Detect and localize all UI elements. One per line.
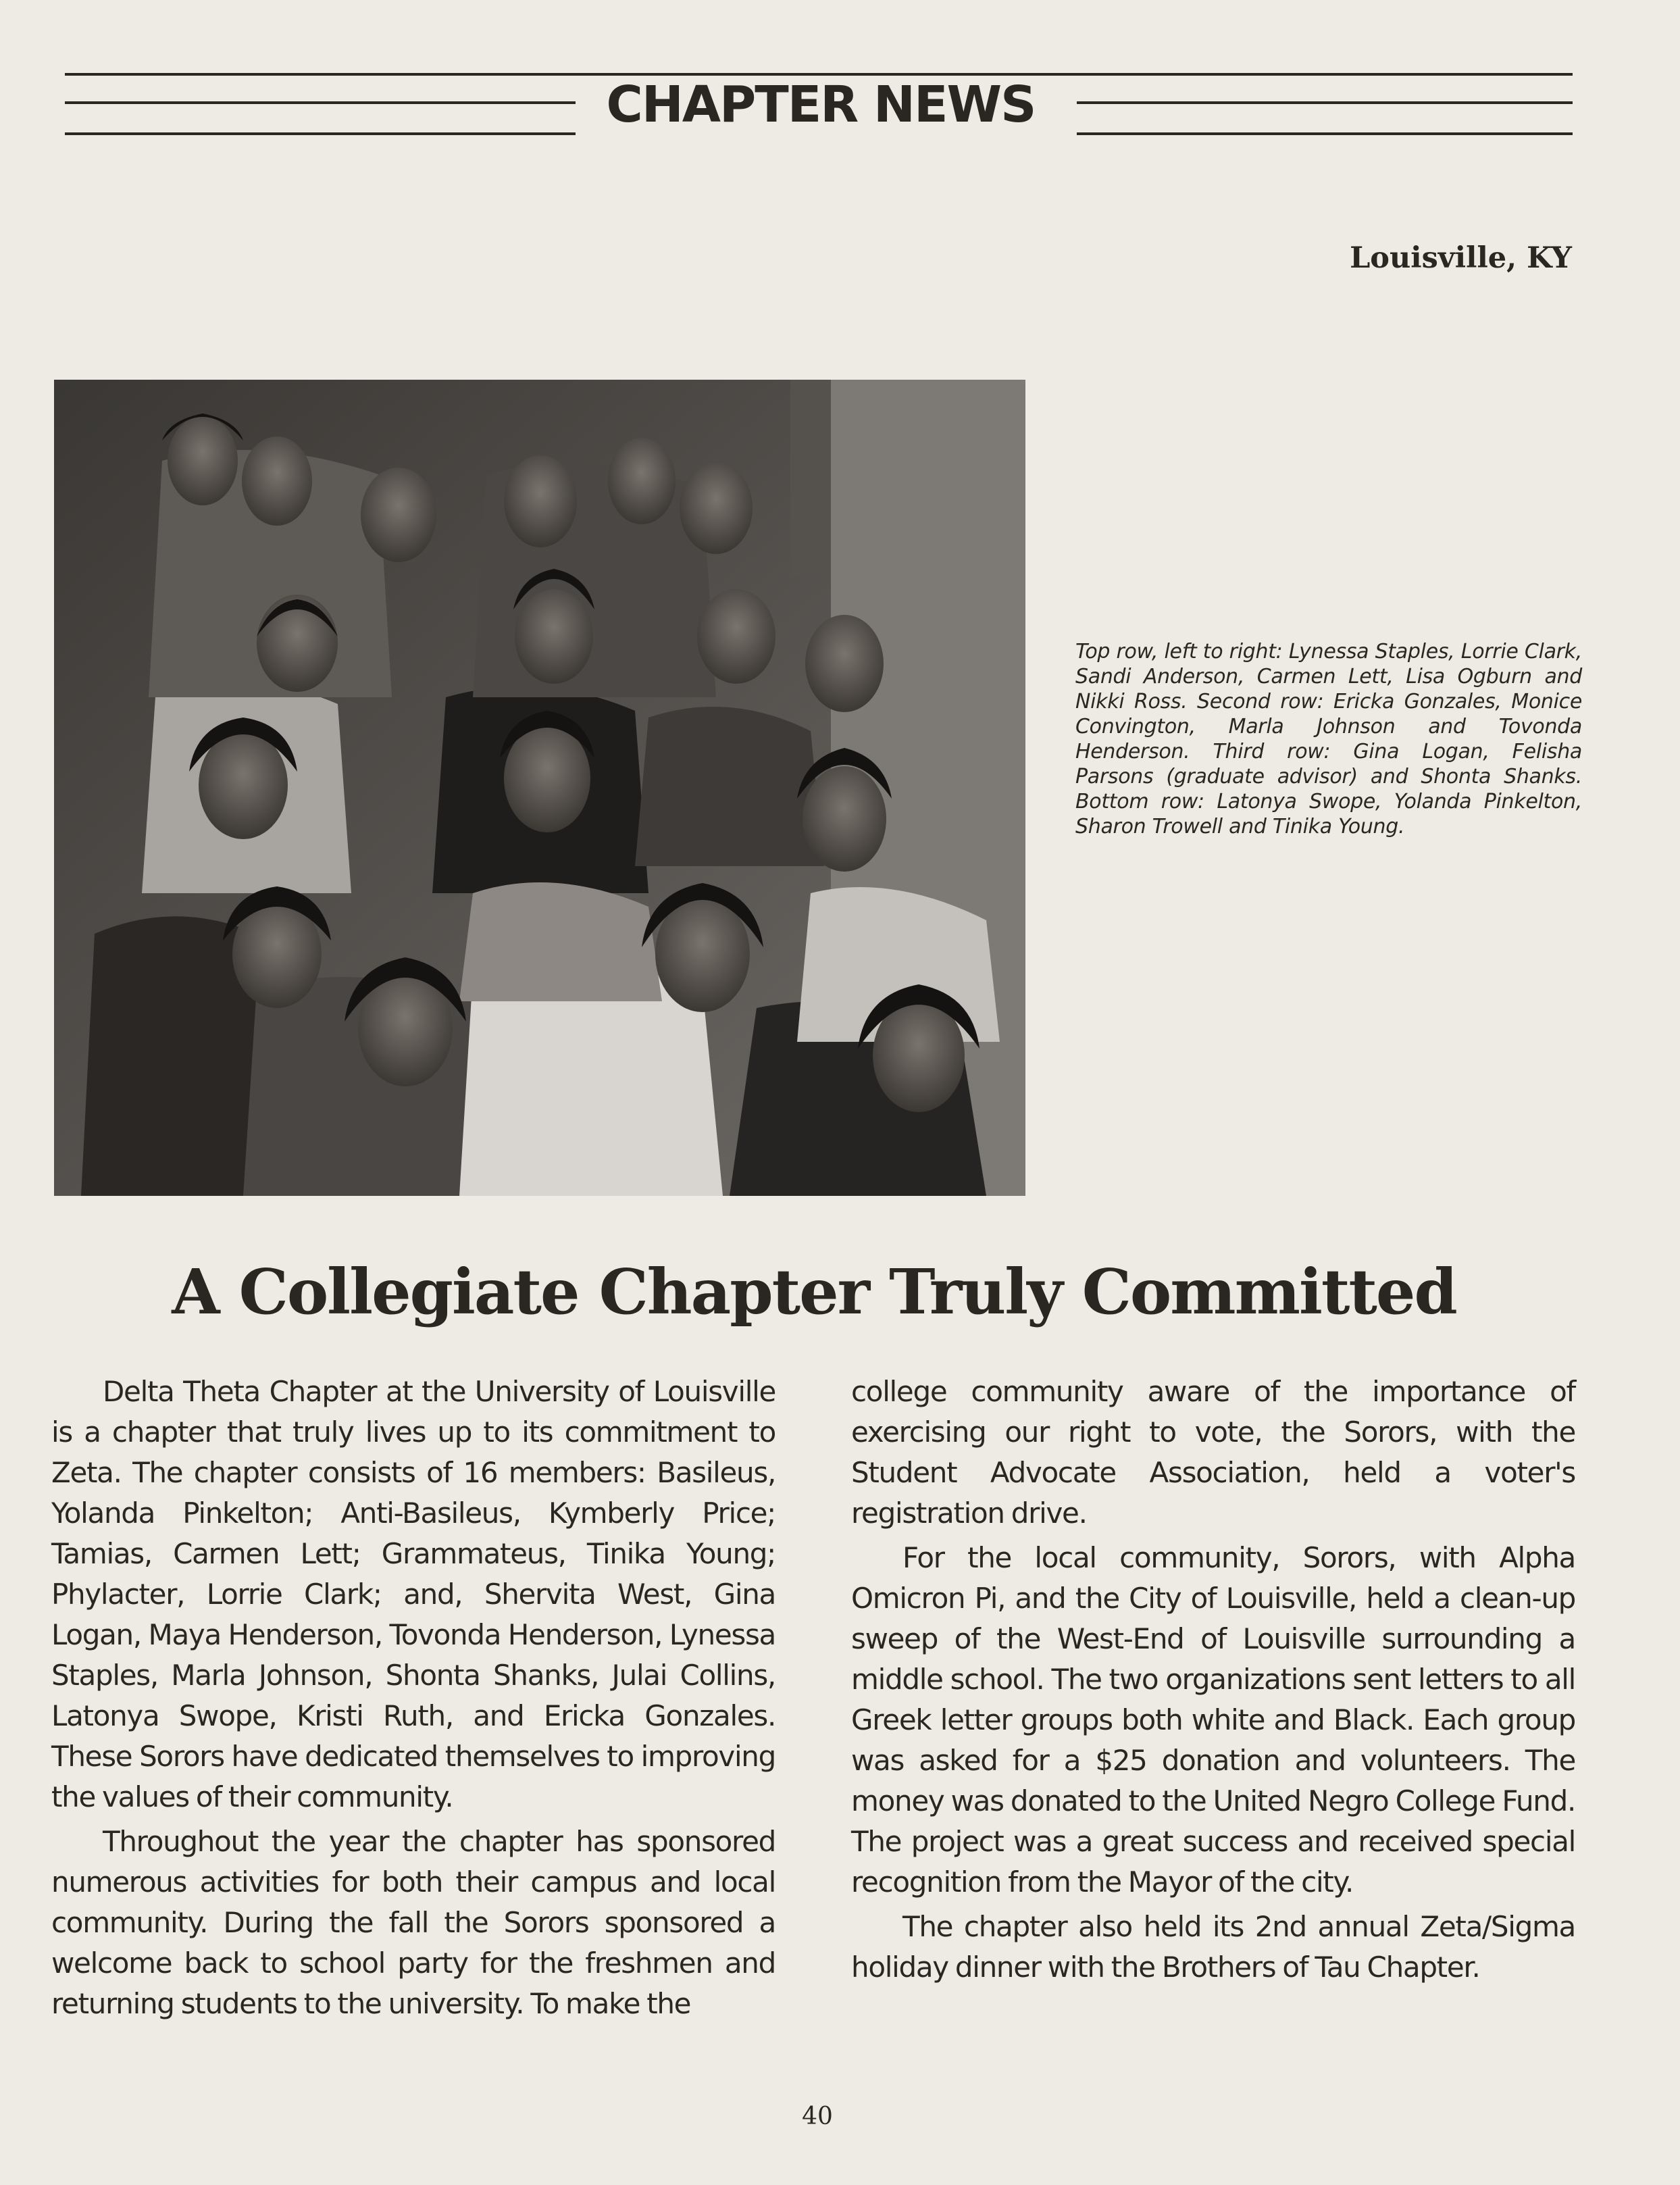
photo-caption: Top row, left to right: Lynessa Staples, Lorrie Clark, Sandi Anderson, Carmen Lett, Lisa Ogburn and Nikki Ross. Second row: Ericka Gonzales, Monice Convington, Marla Johnson and Tovonda Henderson. Third row: Gina Logan, Felisha Parsons (graduate advisor) and Shonta Shanks. Bottom row: Latonya Swope, Yolanda Pinkelton, Sharon Trowell and Tinika Young. [1075,640,1582,838]
group-photo-illustration [54,380,1025,1196]
paragraph: Throughout the year the chapter has sponsored numerous activities for both their campus and local community. During the fall the Sorors sponsored a welcome back to school party for the freshmen and returning students to the university. To make the [51,1825,775,2020]
paragraph: college community aware of the importance of exercising our right to vote, the Sorors, with the Student Advocate Association, held a voter's registration drive. [851,1375,1575,1530]
header-rule-right-lower [1077,132,1573,135]
header-rule-right-upper [1077,101,1573,104]
article-column-right [851,1372,1575,1992]
group-photo [54,380,1025,1196]
page-number: 40 [802,2103,833,2130]
article-column-left [51,1372,775,2028]
article-headline: A Collegiate Chapter Truly Committed [172,1255,1456,1328]
header-rule-left-upper [65,101,576,104]
paragraph: Delta Theta Chapter at the University of Louisville is a chapter that truly lives up to its commitment to Zeta. The chapter consists of 16 members: Basileus, Yolanda Pinkelton; Anti-Basileus, Kymberly Price; Tamias, Carmen Lett; Grammateus, Tinika Young; Phylacter, Lorrie Clark; and, Shervita West, Gina Logan, Maya Henderson, Tovonda Henderson, Lynessa Staples, Marla Johnson, Shonta Shanks, Julai Collins, Latonya Swope, Kristi Ruth, and Ericka Gonzales. These Sorors have dedicated themselves to improving the values of their community. [51,1375,775,1813]
paragraph: For the local community, Sorors, with Alpha Omicron Pi, and the City of Louisville, held a clean-up sweep of the West-End of Louisville surrounding a middle school. The two organizations sent letters to all Greek letter groups both white and Black. Each group was asked for a $25 donation and volunteers. The money was donated to the United Negro College Fund. The project was a great success and received special recognition from the Mayor of the city. [851,1541,1575,1899]
paragraph: The chapter also held its 2nd annual Zeta/Sigma holiday dinner with the Brothers of Tau Chapter. [851,1910,1575,1984]
section-title: CHAPTER NEWS [606,76,1036,134]
header-rule-left-lower [65,132,576,135]
location-label: Louisville, KY [1350,241,1572,275]
